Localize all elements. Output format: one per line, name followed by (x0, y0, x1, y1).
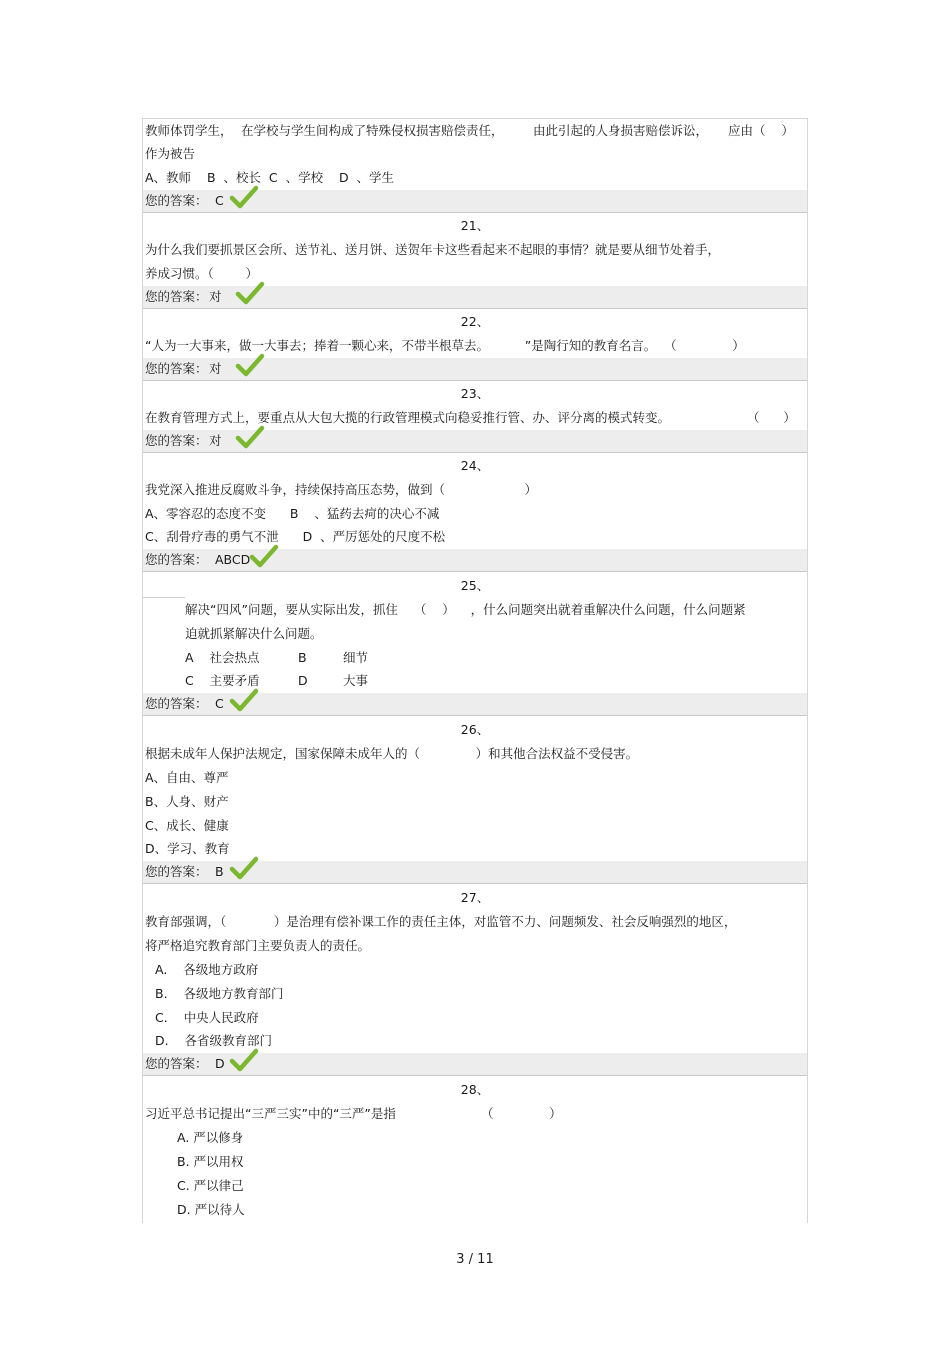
answer-row (143, 861, 807, 884)
answer-row (143, 549, 807, 572)
answer-value: ABCD (215, 552, 251, 567)
q28-option-4: D. 严以待人 (177, 1202, 245, 1217)
q26-option-4: D、学习、教育 (145, 841, 230, 856)
answer-label: 您的答案： (145, 361, 208, 376)
q25-text-1: 解决“四风”问题，要从实际出发，抓住 （ ） ，什么问题突出就着重解决什么问题，什么问题紧 (185, 602, 746, 617)
answer-label: 您的答案： (145, 193, 208, 208)
page-indicator: 3 / 11 (456, 1252, 494, 1267)
answer-row (143, 1053, 807, 1076)
q24-option-2: C、刮骨疗毒的勇气不泄 D 、严厉惩处的尺度不松 (145, 529, 446, 544)
q20-text-1: 教师体罚学生， (145, 123, 233, 138)
check-mark-icon (229, 184, 259, 210)
question-number: 27、 (460, 890, 490, 905)
question-number: 24、 (460, 458, 490, 473)
q20-options: A、教师 B 、校长 C 、学校 D 、学生 (145, 170, 395, 185)
q21-text-2: 养成习惯。（ ） (145, 266, 259, 281)
answer-row (143, 286, 807, 309)
question-number: 28、 (460, 1082, 490, 1097)
q25-option-d: 大事 (343, 673, 369, 688)
q25-option-d-letter: D (298, 673, 308, 688)
answer-value: D (215, 1056, 225, 1071)
check-mark-icon (235, 424, 265, 450)
q28-text-2: （ ） (481, 1106, 562, 1121)
q20-text-3: 由此引起的人身损害赔偿诉讼， (533, 123, 709, 138)
check-mark-icon (229, 687, 259, 713)
check-mark-icon (235, 352, 265, 378)
q20-text-4: 应由（ ） (728, 123, 794, 138)
check-mark-icon (249, 543, 279, 569)
q25-option-b: 细节 (343, 650, 369, 665)
q27-text-1: 教育部强调，（ ）是治理有偿补课工作的责任主体，对监管不力、问题频发、社会反响强烈的地区， (145, 914, 737, 929)
answer-value: C (215, 193, 224, 208)
answer-value: 对 (209, 433, 222, 448)
q25-option-c: C 主要矛盾 (185, 673, 260, 688)
q25-option-a: A 社会热点 (185, 650, 260, 665)
q26-option-3: C、成长、健康 (145, 818, 229, 833)
answer-label: 您的答案： (145, 864, 208, 879)
answer-value: C (215, 696, 224, 711)
q22-text-1: “人为一大事来，做一大事去；捧着一颗心来，不带半根草去。 ”是陶行知的教育名言。 （ ） (145, 338, 745, 353)
q28-option-2: B. 严以用权 (177, 1154, 244, 1169)
q28-text-1: 习近平总书记提出“三严三实”中的“三严”是指 (145, 1106, 396, 1121)
q23-text-2: （ ） (747, 410, 796, 425)
divider (143, 597, 185, 598)
q26-option-2: B、人身、财产 (145, 794, 229, 809)
q27-text-2: 将严格追究教育部门主要负责人的责任。 (145, 938, 371, 953)
answer-value: 对 (209, 361, 222, 376)
q23-text-1: 在教育管理方式上，要重点从大包大揽的行政管理模式向稳妥推行管、办、评分离的模式转变。 (145, 410, 671, 425)
q28-option-3: C. 严以律己 (177, 1178, 244, 1193)
answer-row (143, 358, 807, 381)
q26-text-1: 根据未成年人保护法规定，国家保障未成年人的（ ）和其他合法权益不受侵害。 (145, 746, 639, 761)
q28-option-1: A. 严以修身 (177, 1130, 244, 1145)
answer-value: 对 (209, 289, 222, 304)
question-number: 22、 (460, 314, 490, 329)
q27-option-1: A. 各级地方政府 (155, 962, 259, 977)
q20-text-2: 在学校与学生间构成了特殊侵权损害赔偿责任， (241, 123, 504, 138)
q27-option-2: B. 各级地方教育部门 (155, 986, 284, 1001)
answer-label: 您的答案： (145, 552, 208, 567)
answer-label: 您的答案： (145, 433, 208, 448)
answer-label: 您的答案： (145, 1056, 208, 1071)
q26-option-1: A、自由、尊严 (145, 770, 229, 785)
question-number: 25、 (460, 578, 490, 593)
check-mark-icon (229, 855, 259, 881)
answer-label: 您的答案： (145, 696, 208, 711)
q25-text-2: 迫就抓紧解决什么问题。 (185, 626, 323, 641)
q21-text-1: 为什么我们要抓景区会所、送节礼、送月饼、送贺年卡这些看起来不起眼的事情？就是要从细节处着手， (145, 242, 721, 257)
q27-option-4: D. 各省级教育部门 (155, 1033, 272, 1048)
check-mark-icon (229, 1047, 259, 1073)
check-mark-icon (235, 280, 265, 306)
answer-row (143, 430, 807, 453)
q24-text-1: 我党深入推进反腐败斗争，持续保持高压态势，做到（ ） (145, 482, 537, 497)
question-sheet (142, 118, 808, 1223)
answer-row (143, 693, 807, 716)
answer-label: 您的答案： (145, 289, 208, 304)
q25-option-b-letter: B (298, 650, 307, 665)
question-number: 23、 (460, 386, 490, 401)
answer-row (143, 190, 807, 213)
answer-value: B (215, 864, 224, 879)
q27-option-3: C. 中央人民政府 (155, 1010, 259, 1025)
q20-text-5: 作为被告 (145, 146, 196, 161)
q24-option-1: A、零容忍的态度不变 B 、猛药去疴的决心不减 (145, 506, 440, 521)
question-number: 21、 (460, 218, 490, 233)
question-number: 26、 (460, 722, 490, 737)
